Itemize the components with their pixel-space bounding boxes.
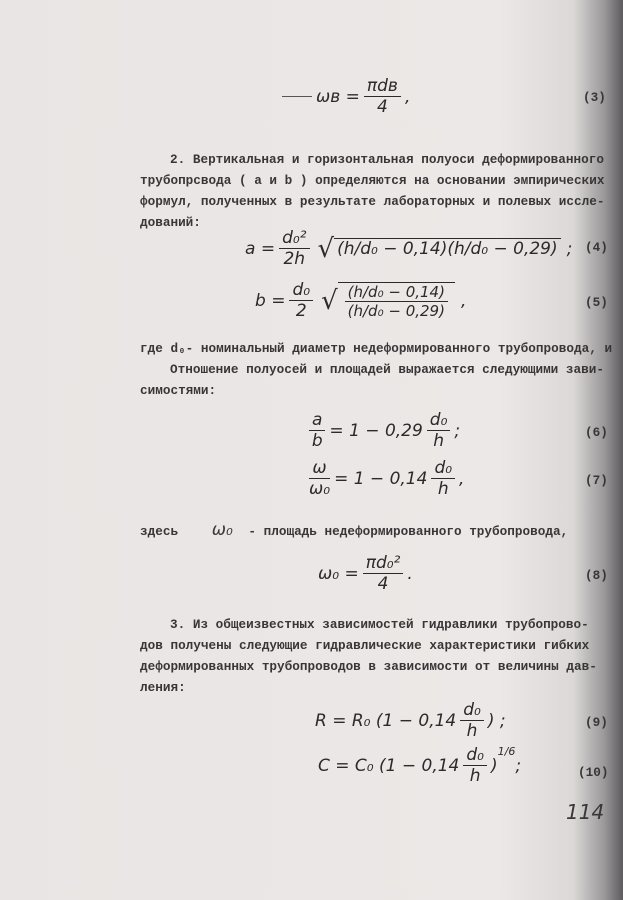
eq3-tail: , bbox=[404, 86, 411, 107]
eq5-den: 2 bbox=[295, 301, 307, 321]
eq3-lhs: ωв = bbox=[316, 86, 360, 107]
eq10-tail2: ; bbox=[515, 755, 522, 776]
eq7-den: h bbox=[437, 479, 449, 499]
ratio-text-line: симостями: bbox=[140, 383, 217, 398]
radical-icon: √ bbox=[317, 233, 335, 264]
eq4-tail: ; bbox=[566, 238, 573, 259]
equation-8 bbox=[318, 553, 413, 594]
eq8-num: πd₀² bbox=[363, 553, 404, 574]
eq9-tail: ) ; bbox=[487, 710, 506, 731]
eq7-number: (7) bbox=[585, 473, 608, 488]
eq5-num: d₀ bbox=[289, 280, 313, 301]
eq7-lhs-den: ω₀ bbox=[309, 479, 331, 499]
eq8-den: 4 bbox=[377, 574, 389, 594]
eq7-rhs: = 1 − 0,14 bbox=[334, 468, 428, 489]
eq6-lhs-den: b bbox=[311, 431, 323, 451]
equation-9 bbox=[315, 700, 506, 741]
paragraph3-line: деформированных трубопроводов в зависимости от величины дав- bbox=[140, 659, 597, 674]
paragraph2-line: дований: bbox=[140, 215, 201, 230]
paragraph2-line: 2. Вертикальная и горизонтальная полуоси деформированного bbox=[170, 152, 604, 167]
eq7-tail: , bbox=[459, 468, 465, 489]
eq3-den: 4 bbox=[377, 97, 388, 117]
equation-4 bbox=[245, 228, 572, 269]
eq4-num: d₀² bbox=[279, 228, 309, 249]
eq10-num: d₀ bbox=[463, 745, 487, 766]
radical-icon: √ bbox=[321, 285, 338, 316]
eq10-lhs: C = C₀ (1 − 0,14 bbox=[318, 755, 460, 776]
eq6-lhs-num: a bbox=[309, 410, 325, 431]
here-text: - площадь недеформированного трубопровода, bbox=[248, 524, 569, 539]
eq5-tail: , bbox=[460, 290, 467, 311]
eq5-lhs: b = bbox=[255, 290, 286, 311]
eq4-den: 2h bbox=[283, 249, 306, 269]
eq6-number: (6) bbox=[585, 425, 608, 440]
eq8-number: (8) bbox=[585, 568, 608, 583]
eq10-exponent: 1/6 bbox=[497, 745, 516, 758]
eq6-den: h bbox=[433, 431, 444, 451]
page-number: 114 bbox=[566, 800, 605, 824]
eq5-radicand-num: (h/d₀ − 0,14) bbox=[345, 283, 448, 302]
eq6-rhs: = 1 − 0,29 bbox=[329, 420, 423, 441]
eq9-num: d₀ bbox=[460, 700, 484, 721]
eq5-radicand-den: (h/d₀ − 0,29) bbox=[347, 301, 445, 320]
eq9-lhs: R = R₀ (1 − 0,14 bbox=[315, 710, 457, 731]
equation-10 bbox=[318, 745, 521, 786]
eq9-number: (9) bbox=[585, 715, 608, 730]
eq7-num: d₀ bbox=[431, 458, 455, 479]
equation-6 bbox=[305, 410, 460, 451]
eq4-number: (4) bbox=[585, 240, 608, 255]
where-line: где d₀- номинальный диаметр недеформированного трубопровода, и bbox=[140, 341, 613, 356]
paragraph3-line: дов получены следующие гидравлические характеристики гибких bbox=[140, 638, 590, 653]
eq3-num: πdв bbox=[364, 76, 401, 97]
here-line bbox=[140, 520, 568, 540]
equation-5 bbox=[255, 280, 466, 321]
ratio-text-line: Отношение полуосей и площадей выражается следующими зави- bbox=[170, 362, 604, 377]
eq3-number: (3) bbox=[583, 90, 606, 105]
paragraph2-line: трубопрсвода ( a и b ) определяются на основании эмпирических bbox=[140, 173, 605, 188]
paragraph3-line: 3. Из общеизвестных зависимостей гидравлики трубопрово- bbox=[170, 617, 589, 632]
eq4-radicand: (h/d₀ − 0,14)(h/d₀ − 0,29) bbox=[334, 238, 561, 259]
eq10-number: (10) bbox=[578, 765, 609, 780]
eq8-tail: . bbox=[407, 563, 413, 584]
eq10-tail: ) bbox=[490, 755, 498, 776]
paragraph2-line: формул, полученных в результате лабораторных и полевых иссле- bbox=[140, 194, 605, 209]
eq8-lhs: ω₀ = bbox=[318, 563, 359, 584]
paragraph3-line: ления: bbox=[140, 680, 186, 695]
equation-3 bbox=[282, 76, 410, 117]
eq6-num: d₀ bbox=[427, 410, 451, 431]
eq4-lhs: a = bbox=[245, 238, 276, 259]
eq9-den: h bbox=[466, 721, 478, 741]
eq7-lhs-num: ω bbox=[309, 458, 329, 479]
eq6-tail: ; bbox=[454, 420, 461, 441]
eq5-number: (5) bbox=[585, 295, 608, 310]
eq10-den: h bbox=[469, 766, 481, 786]
equation-7 bbox=[305, 458, 464, 499]
here-symbol: ω₀ bbox=[211, 520, 233, 540]
here-word: здесь bbox=[140, 524, 179, 539]
